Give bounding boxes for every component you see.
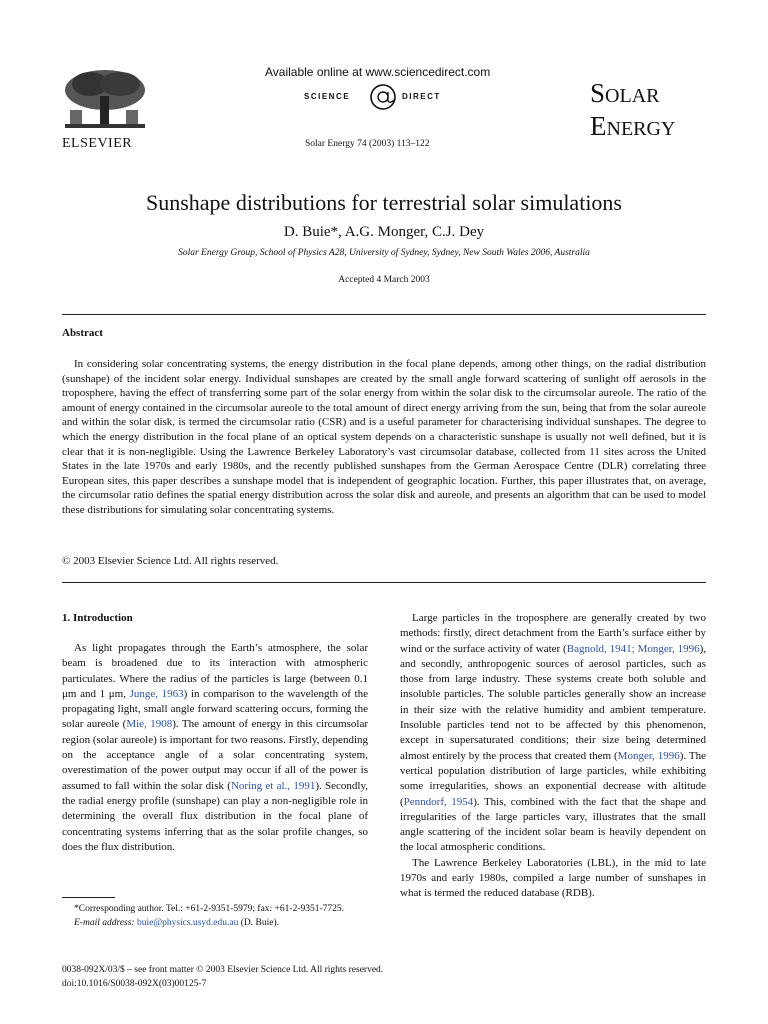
citation-link-monger[interactable]: Monger, 1996 <box>617 749 680 762</box>
footnote-divider <box>62 897 115 898</box>
column-left <box>62 641 368 855</box>
affiliation: Solar Energy Group, School of Physics A28, University of Sydney, Sydney, New South Wales 2006, Australia <box>178 248 590 258</box>
top-divider <box>62 314 706 315</box>
aerosol-paragraph: Large particles in the troposphere are generally created by two methods: firstly, direct detachment from the Earth’s surface either by wind or the surface activity of water (Bagnold, 1941; Monger, 1996), and secondly, anthropogenic sources of aerosol particles, such as those from large industry. These systems create both soluble and insoluble particles. The soluble particles generally show an increase in their size with the relative humidity and ambient temperature. Insoluble particles tend not to be affected by this phenomenon, except in supersaturated conditions; their size being determined almost entirely by the process that created them (Monger, 1996). The vertical population distribution of large particles, while exhibiting some irregularities, shows an exponential decrease with altitude (Penndorf, 1954). This, combined with the fact that the shape and irregularities of the large particles vary, illustrates that the small angle scattering of the incident solar beam is heavily dependent on the local atmospheric conditions. <box>400 612 706 854</box>
science-word: SCIENCE <box>304 92 351 101</box>
publisher-name: ELSEVIER <box>62 136 133 151</box>
citation-link-junge[interactable]: Junge, 1963 <box>129 687 184 700</box>
citation-link-penndorf[interactable]: Penndorf, 1954 <box>403 795 474 808</box>
abstract-text: In considering solar concentrating systems, the energy distribution in the focal plane depends, among other things, on the radial distribution (sunshape) of the incident solar energy. Individual sunshapes are created by the small angle forward scattering of sunlight off aerosols in the troposphere, having the effect of transferring some part of the solar energy from within the solar disk to the circumsolar aureole. The ratio of the amount of energy contained in the circumsolar aureole to the total amount of direct energy arriving from the sun, being that from the solar aureole and within the solar disk, is termed the circumsolar ratio (CSR) and is a useful parameter for characterising individual sunshapes. The degree to which the energy distribution in the focal plane of an optical system depends on a characteristic sunshape is usually not well defined, but it is clear that it is non-negligible. Using the Lawrence Berkeley Laboratory’s vast circumsolar database, collected from 11 sites across the United States in the late 1970s and early 1980s, and the recently published sunshapes from the German Aerospace Centre (DLR) correlating three European sites, this paper describes a sunshape model that is independent of geographic location. Further, this paper illustrates that, on average, the circumsolar ratio defines the spatial energy distribution across the solar disk and aureole, and presents an algorithm that can be used to model these distributions for simulating solar concentrating systems. <box>62 358 706 516</box>
lbl-paragraph: The Lawrence Berkeley Laboratories (LBL), in the mid to late 1970s and early 1980s, compiled a large number of sunshapes in what is termed the reduced database (RDB). <box>400 856 706 900</box>
journal-e: E <box>590 111 607 141</box>
article-title: Sunshape distributions for terrestrial solar simulations <box>146 190 622 215</box>
at-sign-icon <box>366 82 400 112</box>
email-link[interactable]: buie@physics.usyd.edu.au <box>136 918 239 928</box>
front-matter-footer <box>62 963 383 991</box>
footnote <box>62 902 368 930</box>
journal-citation: Solar Energy 74 (2003) 113–122 <box>305 139 430 149</box>
corresponding-author: *Corresponding author. Tel.: +61-2-9351-5979; fax: +61-2-9351-7725. <box>74 904 345 914</box>
author-list: D. Buie*, A.G. Monger, C.J. Dey <box>283 224 485 240</box>
accepted-date: Accepted 4 March 2003 <box>338 275 430 285</box>
section-heading-introduction: 1. Introduction <box>62 612 133 624</box>
journal-title <box>590 78 675 144</box>
column-right <box>400 611 706 902</box>
citation-link-mie[interactable]: Mie, 1908 <box>126 718 173 731</box>
journal-olar: OLAR <box>605 85 660 107</box>
email-line: E-mail address: buie@physics.usyd.edu.au (D. Buie). <box>74 918 279 928</box>
abstract-divider <box>62 582 706 583</box>
doi-line: doi:10.1016/S0038-092X(03)00125-7 <box>62 979 207 989</box>
elsevier-tree-logo <box>60 66 150 136</box>
sciencedirect-logo <box>300 82 468 112</box>
citation-link-bagnold[interactable]: Bagnold, 1941; Monger, 1996 <box>566 642 700 655</box>
citation-link-noring[interactable]: Noring et al., 1991 <box>230 779 316 792</box>
available-online: Available online at www.sciencedirect.com <box>265 65 491 79</box>
journal-s: S <box>590 78 606 108</box>
abstract-heading: Abstract <box>62 327 103 339</box>
issn-line: 0038-092X/03/$ – see front matter © 2003 Elsevier Science Ltd. All rights reserved. <box>62 965 384 975</box>
journal-nergy: NERGY <box>606 118 676 140</box>
intro-paragraph: As light propagates through the Earth’s atmosphere, the solar beam is broadened due to its interaction with atmospheric particulates. Where the radius of the particles is large (between 0.1 μm and 1 μm, Junge, 1963) in comparison to the wavelength of the propagating light, small angle forward scattering occurs, forming the solar aureole (Mie, 1908). The amount of energy in this circumsolar region (solar aureole) is important for two reasons. Firstly, depending on the acceptance angle of a solar concentrating system, overestimation of the power output may occur if all of the power is assumed to fall within the solar disk (Noring et al., 1991). Secondly, the radial energy profile (sunshape) can play a non-negligible role in determining the overall flux distribution in the focal plane of concentrating systems inferring that as the solar profile changes, so does the flux distribution. <box>62 642 369 853</box>
abstract-copyright: © 2003 Elsevier Science Ltd. All rights reserved. <box>62 555 279 567</box>
direct-word: DIRECT <box>402 92 441 101</box>
